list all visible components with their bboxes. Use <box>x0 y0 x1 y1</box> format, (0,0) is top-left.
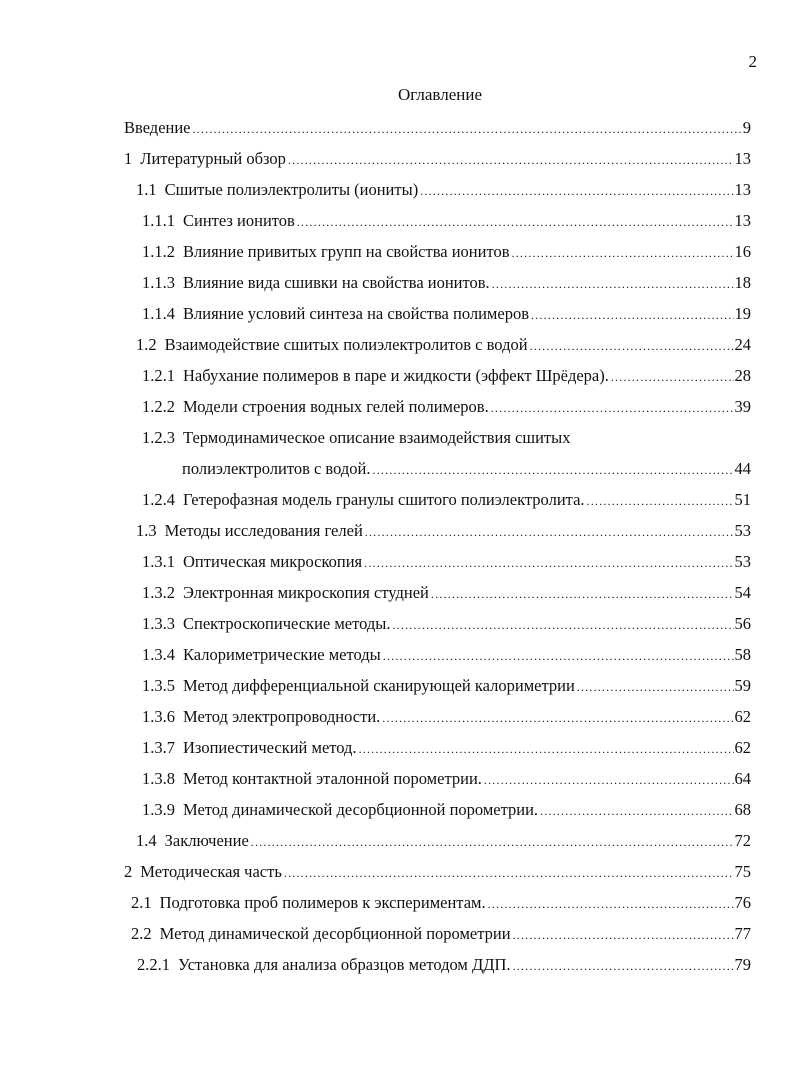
leader-dots <box>491 393 734 424</box>
leader-dots <box>251 827 734 858</box>
toc-entry-number: 1 <box>124 149 133 168</box>
toc-entry-page: 44 <box>734 459 751 478</box>
toc-entry-number: 1.2.4 <box>142 490 175 509</box>
toc-entry-title: Изопиестический метод. <box>183 738 357 757</box>
toc-entry-number: 2.2 <box>131 924 152 943</box>
leader-dots <box>540 796 733 827</box>
toc-entry-title: Электронная микроскопия студней <box>183 583 429 602</box>
leader-dots <box>392 610 733 641</box>
toc-entry-title: Введение <box>124 118 191 137</box>
toc-entry-page: 64 <box>734 769 751 788</box>
toc-entry-number: 1.3.5 <box>142 676 175 695</box>
toc-entry-1-1-2[interactable] <box>142 236 751 267</box>
toc-entry-1-3-1[interactable] <box>142 546 751 577</box>
toc-entry-1[interactable] <box>124 143 751 174</box>
leader-dots <box>284 858 734 889</box>
toc-entry-page: 51 <box>734 490 751 509</box>
toc-entry-title-continued: полиэлектролитов с водой. <box>182 459 371 478</box>
toc-entry-title: Оптическая микроскопия <box>183 552 363 571</box>
leader-dots <box>484 765 734 796</box>
toc-entry-page: 75 <box>734 862 751 881</box>
toc-entry-title: Влияние условий синтеза на свойства полимеров <box>183 304 529 323</box>
toc-entry-1-3-5[interactable] <box>142 670 751 701</box>
toc-entry-page: 79 <box>734 955 751 974</box>
toc-entry-page: 13 <box>734 149 751 168</box>
toc-entry-1-2-1[interactable] <box>142 360 751 391</box>
toc-entry-title: Набухание полимеров в паре и жидкости (эффект Шрёдера). <box>183 366 609 385</box>
toc-entry-number: 2.1 <box>131 893 152 912</box>
toc-entry-number: 1.2.2 <box>142 397 175 416</box>
leader-dots <box>577 672 734 703</box>
toc-entry-title: Спектроскопические методы. <box>183 614 391 633</box>
leader-dots <box>364 548 733 579</box>
leader-dots <box>288 145 734 176</box>
toc-entry-1-3-2[interactable] <box>142 577 751 608</box>
toc-entry-number: 1.3.4 <box>142 645 175 664</box>
toc-entry-page: 13 <box>734 180 751 199</box>
toc-entry-title: Методы исследования гелей <box>164 521 363 540</box>
leader-dots <box>611 362 734 393</box>
toc-entry-title: Установка для анализа образцов методом ДДП. <box>178 955 511 974</box>
toc-entry-number: 1.3 <box>136 521 157 540</box>
toc-entry-2[interactable] <box>124 856 751 887</box>
toc-entry-number: 1.4 <box>136 831 157 850</box>
leader-dots <box>492 269 734 300</box>
toc-entry-title: Метод дифференциальной сканирующей калориметрии <box>183 676 575 695</box>
toc-entry-title: Заключение <box>164 831 249 850</box>
leader-dots <box>383 641 734 672</box>
toc-entry-page: 28 <box>734 366 751 385</box>
toc-title: Оглавление <box>398 85 482 104</box>
toc-entry-page: 53 <box>734 552 751 571</box>
toc-entry-1-1[interactable] <box>136 174 751 205</box>
leader-dots <box>420 176 733 207</box>
leader-dots <box>297 207 734 238</box>
toc-entry-page: 72 <box>734 831 751 850</box>
toc-entry-number: 1.3.1 <box>142 552 175 571</box>
toc-entry-title: Сшитые полиэлектролиты (иониты) <box>164 180 419 199</box>
toc-entry-page: 56 <box>734 614 751 633</box>
toc-entry-number: 1.2.1 <box>142 366 175 385</box>
toc-entry-number: 1.3.6 <box>142 707 175 726</box>
toc-entry-page: 9 <box>742 118 751 137</box>
toc-entry-1-3[interactable] <box>136 515 751 546</box>
toc-entry-title: Влияние привитых групп на свойства ионитов <box>183 242 510 261</box>
toc-entry-1-2-3[interactable] <box>142 422 570 453</box>
toc-entry-number: 1.2 <box>136 335 157 354</box>
toc-entry-1-2-4[interactable] <box>142 484 751 515</box>
toc-entry-number: 1.1.1 <box>142 211 175 230</box>
toc-entry-1-1-3[interactable] <box>142 267 751 298</box>
toc-entry-number: 1.1.2 <box>142 242 175 261</box>
toc-entry-page: 24 <box>734 335 751 354</box>
toc-entry-title: Метод динамической десорбционной порометрии. <box>183 800 539 819</box>
toc-entry-number: 1.3.9 <box>142 800 175 819</box>
toc-entry-title: Подготовка проб полимеров к экспериментам. <box>159 893 486 912</box>
toc-entry-page: 19 <box>734 304 751 323</box>
leader-dots <box>193 114 742 145</box>
toc-entry-1-3-6[interactable] <box>142 701 751 732</box>
toc-entry-title: Термодинамическое описание взаимодействия сшитых <box>183 428 571 447</box>
toc-entry-1-1-1[interactable] <box>142 205 751 236</box>
leader-dots <box>512 238 734 269</box>
toc-entry-introduction[interactable] <box>124 112 751 143</box>
toc-entry-1-3-4[interactable] <box>142 639 751 670</box>
toc-entry-number: 1.3.3 <box>142 614 175 633</box>
toc-entry-1-3-7[interactable] <box>142 732 751 763</box>
toc-entry-number: 2 <box>124 862 133 881</box>
toc-entry-title: Модели строения водных гелей полимеров. <box>183 397 489 416</box>
toc-entry-number: 1.1.4 <box>142 304 175 323</box>
toc-entry-1-2[interactable] <box>136 329 751 360</box>
toc-entry-1-3-9[interactable] <box>142 794 751 825</box>
toc-entry-1-2-2[interactable] <box>142 391 751 422</box>
toc-entry-number: 1.3.2 <box>142 583 175 602</box>
leader-dots <box>530 331 734 362</box>
toc-entry-page: 58 <box>734 645 751 664</box>
leader-dots <box>431 579 734 610</box>
toc-entry-page: 13 <box>734 211 751 230</box>
toc-entry-page: 53 <box>734 521 751 540</box>
toc-entry-page: 62 <box>734 738 751 757</box>
leader-dots <box>587 486 734 517</box>
toc-entry-number: 1.1.3 <box>142 273 175 292</box>
leader-dots <box>365 517 734 548</box>
toc-entry-page: 18 <box>734 273 751 292</box>
toc-entry-page: 62 <box>734 707 751 726</box>
toc-entry-1-3-8[interactable] <box>142 763 751 794</box>
leader-dots <box>382 703 733 734</box>
toc-entry-1-2-3-continued[interactable] <box>182 453 751 484</box>
toc-entry-title: Взаимодействие сшитых полиэлектролитов с водой <box>164 335 528 354</box>
toc-entry-title: Калориметрические методы <box>183 645 381 664</box>
toc-entry-page: 59 <box>734 676 751 695</box>
leader-dots <box>531 300 734 331</box>
toc-entry-page: 39 <box>734 397 751 416</box>
toc-entry-number: 1.3.8 <box>142 769 175 788</box>
leader-dots <box>513 951 734 982</box>
toc-entry-page: 77 <box>734 924 751 943</box>
toc-entry-2-2-1[interactable] <box>137 949 751 980</box>
toc-entry-page: 76 <box>734 893 751 912</box>
leader-dots <box>359 734 734 765</box>
leader-dots <box>513 920 734 951</box>
toc-entry-number: 1.2.3 <box>142 428 175 447</box>
toc-entry-title: Методическая часть <box>140 862 282 881</box>
toc-entry-2-2[interactable] <box>131 918 751 949</box>
toc-entry-page: 16 <box>734 242 751 261</box>
toc-entry-number: 2.2.1 <box>137 955 170 974</box>
toc-entry-title: Метод электропроводности. <box>183 707 381 726</box>
toc-entry-title: Гетерофазная модель гранулы сшитого полиэлектролита. <box>183 490 585 509</box>
toc-entry-number: 1.1 <box>136 180 157 199</box>
toc-entry-1-3-3[interactable] <box>142 608 751 639</box>
toc-entry-number: 1.3.7 <box>142 738 175 757</box>
leader-dots <box>488 889 734 920</box>
page-number: 2 <box>748 52 757 71</box>
toc-entry-page: 54 <box>734 583 751 602</box>
toc-entry-title: Влияние вида сшивки на свойства ионитов. <box>183 273 490 292</box>
toc-entry-page: 68 <box>734 800 751 819</box>
toc-entry-title: Метод динамической десорбционной порометрии <box>159 924 511 943</box>
toc-entry-title: Синтез ионитов <box>183 211 295 230</box>
toc-entry-2-1[interactable] <box>131 887 751 918</box>
toc-entry-1-1-4[interactable] <box>142 298 751 329</box>
toc-entry-1-4[interactable] <box>136 825 751 856</box>
leader-dots <box>373 455 734 486</box>
toc-entry-title: Метод контактной эталонной порометрии. <box>183 769 482 788</box>
toc-entry-title: Литературный обзор <box>140 149 286 168</box>
